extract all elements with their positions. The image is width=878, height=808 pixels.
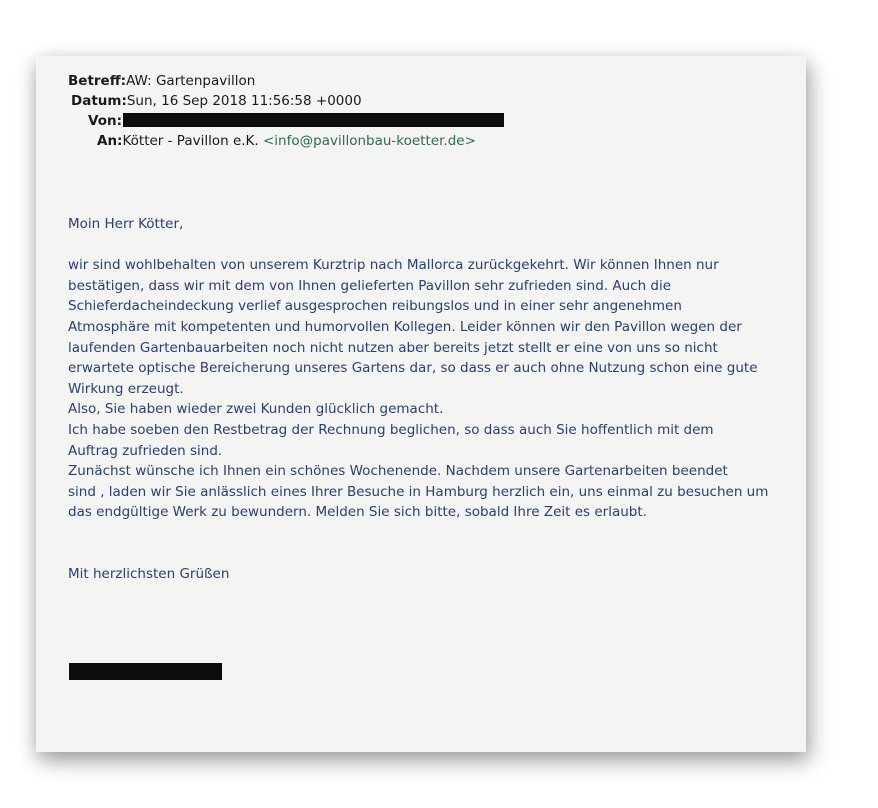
date-value: Sun, 16 Sep 2018 11:56:58 +0000 bbox=[126, 93, 362, 109]
signature-redaction-bar bbox=[69, 663, 222, 680]
to-label: An: bbox=[97, 133, 123, 149]
subject-label: Betreff: bbox=[68, 73, 127, 89]
body-line: Ich habe soeben den Restbetrag der Rechnung beglichen, so dass auch Sie hoffentlich mit dem bbox=[68, 421, 714, 438]
to-name: Kötter - Pavillon e.K. bbox=[122, 133, 259, 149]
body-line: Zunächst wünsche ich Ihnen ein schönes Wochenende. Nachdem unsere Gartenarbeiten beendet bbox=[68, 463, 728, 480]
body-line: Atmosphäre mit kompetenten und humorvollen Kollegen. Leider können wir den Pavillon wegen der bbox=[68, 318, 742, 335]
to-row bbox=[97, 131, 476, 151]
date-label: Datum: bbox=[71, 93, 127, 109]
body-line: Auftrag zufrieden sind. bbox=[68, 442, 223, 459]
body-line: wir sind wohlbehalten von unserem Kurztrip nach Mallorca zurückgekehrt. Wir können Ihnen nur bbox=[68, 257, 719, 274]
body-line: bestätigen, dass wir mit dem von Ihnen gelieferten Pavillon sehr zufrieden sind. Auch die bbox=[68, 277, 672, 294]
from-redaction-bar bbox=[123, 113, 504, 127]
email-printout bbox=[36, 56, 806, 752]
from-row bbox=[88, 111, 122, 131]
blank-lines bbox=[68, 523, 788, 564]
body-line: sind , laden wir Sie anlässlich eines Ihrer Besuche in Hamburg herzlich ein, uns einmal zu besuchen um bbox=[68, 483, 769, 500]
closing: Mit herzlichsten Grüßen bbox=[68, 566, 230, 583]
body-line: das endgültige Werk zu bewundern. Melden Sie sich bitte, sobald Ihre Zeit es erlaubt. bbox=[68, 504, 647, 521]
to-address: <info@pavillonbau-koetter.de> bbox=[263, 133, 476, 149]
greeting: Moin Herr Kötter, bbox=[68, 216, 184, 232]
body-line: erwartete optische Bereicherung unseres Gartens dar, so dass er auch ohne Nutzung schon eine gute bbox=[68, 360, 758, 377]
blank-line bbox=[68, 235, 788, 256]
body-line: Schieferdacheindeckung verlief ausgesprochen reibungslos und in einer sehr angenehmen bbox=[68, 298, 682, 315]
subject-value: AW: Gartenpavillon bbox=[126, 73, 256, 89]
from-label: Von: bbox=[88, 113, 122, 129]
body-line: Wirkung erzeugt. bbox=[68, 380, 184, 397]
subject-row bbox=[68, 71, 255, 91]
body-line: laufenden Gartenbauarbeiten noch nicht nutzen aber bereits jetzt stellt er eine von uns so nicht bbox=[68, 339, 718, 356]
email-body bbox=[68, 214, 788, 585]
body-line: Also, Sie haben wieder zwei Kunden glücklich gemacht. bbox=[68, 401, 444, 418]
date-row bbox=[71, 91, 362, 111]
